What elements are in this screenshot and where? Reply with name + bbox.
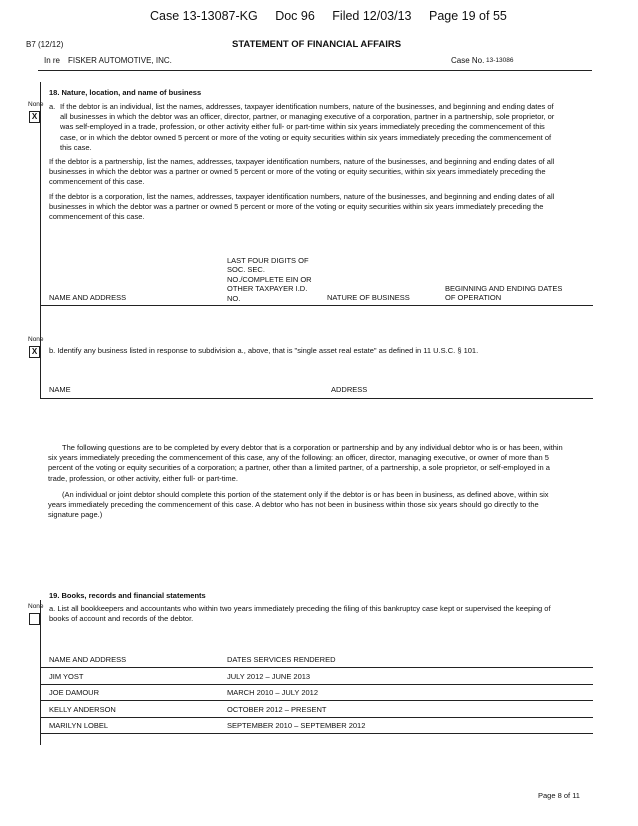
court-header (150, 9, 521, 23)
bookkeeper-name: JIM YOST (49, 672, 84, 681)
filed-date: Filed 12/03/13 (332, 9, 412, 23)
service-dates: JULY 2012 – JUNE 2013 (227, 672, 311, 681)
service-dates: MARCH 2010 – JULY 2012 (227, 688, 319, 697)
item-label: a. (49, 102, 56, 111)
section-18a-table-rule (40, 305, 593, 306)
row-divider (40, 684, 593, 685)
none-label: None (28, 336, 44, 343)
section-19-heading: 19. Books, records and financial statements (49, 591, 206, 600)
section-19-left-rule (40, 600, 41, 745)
row-divider (40, 700, 593, 701)
paragraph: If the debtor is a corporation, list the names, addresses, taxpayer identification numbers, nature of the businesses, and beginning and ending dates of all businesses in which the debtor was a partner or owned 5 percent or more of the voting or equity securities within six years immediately preceding the commencement of this case. (49, 191, 555, 222)
bookkeeper-name: JOE DAMOUR (49, 688, 100, 697)
doc-number: Doc 96 (275, 9, 315, 23)
column-header-nature: NATURE OF BUSINESS (327, 293, 410, 302)
section-18b-text: b. Identify any business listed in response to subdivision a., above, that is "single asset real estate" as defined in 11 U.S.C. § 101. (49, 346, 479, 355)
none-checkbox-19a[interactable] (29, 613, 40, 625)
paragraph: If the debtor is an individual, list the names, addresses, taxpayer identification numbers, nature of the businesses, and beginning and ending dates of all businesses in which the debtor was an officer, director, partner, or managing executive of a corporation, partner in a partnership, sole proprietor, or was self-employed in a trade, profession, or other activity either full- or part-time within six years immediately preceding the commencement of this case, or in which the debtor owned 5 percent or more of the voting or equity securities within six years immediately preceding the commencement of this case. (60, 102, 555, 152)
row-divider (40, 717, 593, 718)
case-no-label: Case No. (451, 56, 485, 65)
section-18-left-rule (40, 82, 41, 337)
form-code: B7 (12/12) (26, 40, 64, 49)
none-label: None (28, 101, 44, 108)
page-footer: Page 8 of 11 (538, 791, 580, 800)
in-re-label: In re (44, 56, 61, 65)
column-header-dates: BEGINNING AND ENDING DATES OF OPERATION (445, 284, 563, 303)
column-header-name-address: NAME AND ADDRESS (49, 655, 127, 664)
header-underline (38, 70, 592, 71)
paragraph: (An individual or joint debtor should complete this portion of the statement only if the debtor is or has been in business, as defined above, within six years immediately preceding the commencement of this case. A debtor who has not been in business within those six years should go directly to the signature page.) (48, 489, 549, 520)
section-18b-table-rule (40, 398, 593, 399)
service-dates: SEPTEMBER 2010 – SEPTEMBER 2012 (227, 721, 366, 730)
form-title: STATEMENT OF FINANCIAL AFFAIRS (232, 39, 402, 50)
section-19-table-header-rule (40, 667, 593, 668)
paragraph: If the debtor is a partnership, list the names, addresses, taxpayer identification numbers, nature of the businesses, and beginning and ending dates of all businesses in which the debtor was a partner or owned 5 percent or more of the voting or equity securities, within six years immediately preceding the commencement of this case. (49, 157, 555, 187)
row-divider (40, 733, 593, 734)
none-checkbox-18b[interactable]: X (29, 346, 40, 358)
section-18b-left-rule (40, 337, 41, 399)
business-intro-text (48, 443, 568, 520)
column-header-name: NAME (49, 385, 71, 394)
column-header-taxpayer-id: LAST FOUR DIGITS OF SOC. SEC. NO./COMPLETE EIN OR OTHER TAXPAYER I.D. NO. (227, 256, 312, 303)
case-number: Case 13-13087-KG (150, 9, 258, 23)
section-19a-text: a. List all bookkeepers and accountants who within two years immediately preceding the filing of this bankruptcy case kept or supervised the keeping of books of account and records of the debtor. (49, 604, 551, 624)
section-18-heading: 18. Nature, location, and name of business (49, 88, 202, 97)
none-checkbox-18a[interactable]: X (29, 111, 40, 123)
column-header-dates-services: DATES SERVICES RENDERED (227, 655, 336, 664)
column-header-name-address: NAME AND ADDRESS (49, 293, 127, 302)
bookkeeper-name: MARILYN LOBEL (49, 721, 109, 730)
service-dates: OCTOBER 2012 – PRESENT (227, 705, 327, 714)
paragraph: The following questions are to be completed by every debtor that is a corporation or partnership and by any individual debtor who is or has been, within six years immediately preceding the commencement of this case, any of the following: an officer, director, managing executive, or owner of more than 5 percent of the voting or equity securities of a corporation; a partner, other than a limited partner, of a partnership, a sole proprietor, or self-employed in a trade, profession, or other activity, either full- or part-time. (48, 443, 563, 483)
bookkeeper-name: KELLY ANDERSON (49, 705, 116, 714)
court-page: Page 19 of 55 (429, 9, 507, 23)
column-header-address: ADDRESS (331, 385, 368, 394)
debtor-name: FISKER AUTOMOTIVE, INC. (68, 56, 172, 65)
none-label: None (28, 603, 44, 610)
section-18a-text (49, 102, 559, 222)
case-no-value: 13-13086 (486, 57, 514, 64)
